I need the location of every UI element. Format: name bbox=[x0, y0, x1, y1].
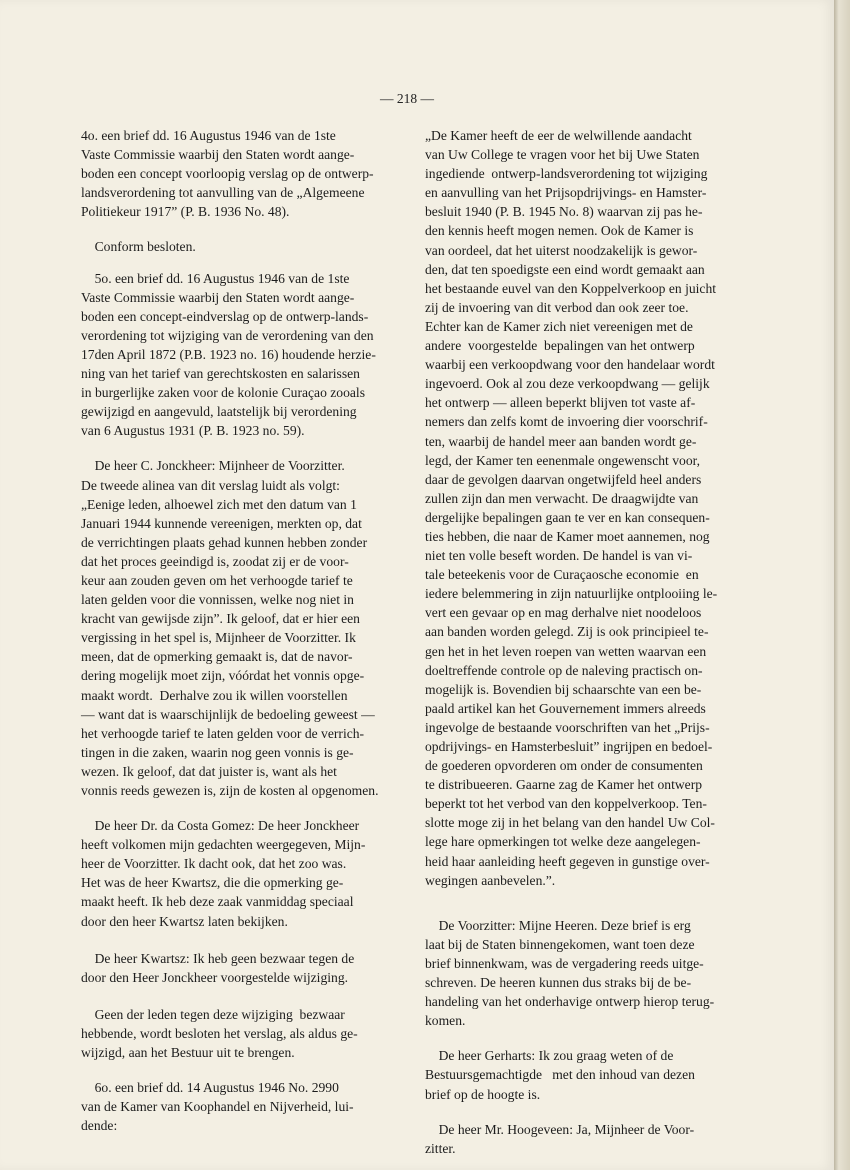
text-line: wezen. Ik geloof, dat dat juister is, want als het bbox=[81, 763, 337, 779]
text-line: ties hebben, die naar de Kamer moet aannemen, nog bbox=[425, 528, 710, 544]
text-line: brief op de hoogte is. bbox=[425, 1086, 541, 1102]
text-line: ten, waarbij de handel meer aan banden wordt ge- bbox=[425, 433, 697, 449]
text-line: dering mogelijk moet zijn, vóórdat het vonnis opge- bbox=[81, 668, 365, 684]
text-line: kracht van gewijsde zijn”. Ik geloof, dat er hier een bbox=[81, 611, 360, 627]
text-line: „Eenige leden, alhoewel zich met den datum van 1 bbox=[81, 496, 357, 512]
page-number: — 218 — bbox=[380, 91, 434, 106]
text-line: landsverordening tot aanvulling van de „Algemeene bbox=[81, 185, 365, 201]
text-line: brief binnenkwam, was de vergadering reeds uitge- bbox=[425, 955, 704, 971]
text-line: Echter kan de Kamer zich niet vereenigen met de bbox=[425, 318, 693, 334]
text-line: heid haar aanleiding heeft gegeven in gunstige over- bbox=[425, 853, 710, 869]
text-line: heeft volkomen mijn gedachten weergegeven, Mijn- bbox=[81, 837, 366, 853]
text-line: het verhoogde tarief te laten gelden voor de verrich- bbox=[81, 725, 365, 741]
text-line: door den Heer Jonckheer voorgestelde wijziging. bbox=[81, 969, 349, 985]
text-line: vergissing in het spel is, Mijnheer de Voorzitter. Ik bbox=[81, 630, 356, 646]
text-line: van Uw College te vragen voor het bij Uwe Staten bbox=[425, 147, 700, 163]
paragraph-gerharts bbox=[425, 1046, 782, 1103]
text-line: andere voorgestelde bepalingen van het ontwerp bbox=[425, 338, 695, 354]
text-line: laten gelden voor die vonnissen, welke nog niet in bbox=[81, 592, 354, 608]
text-line: vonnis reeds gewezen is, zijn de kosten al opgenomen. bbox=[81, 783, 379, 798]
paragraph-geender bbox=[81, 1005, 410, 1062]
text-line: Politiekeur 1917” (P. B. 1936 No. 48). bbox=[81, 204, 290, 220]
text-line: den, dat ten spoedigste een eind wordt gemaakt aan bbox=[425, 261, 705, 277]
text-line: zullen zijn dan men verwacht. De draagwijdte van bbox=[425, 490, 699, 506]
text-line: hebbende, wordt besloten het verslag, als aldus ge- bbox=[81, 1025, 358, 1041]
text-line: Geen der leden tegen deze wijziging bezwaar bbox=[81, 1006, 345, 1022]
text-line: niet ten volle beseft worden. De handel is van vi- bbox=[425, 548, 693, 564]
text-line: komen. bbox=[425, 1013, 466, 1029]
text-line: 4o. een brief dd. 16 Augustus 1946 van de 1ste bbox=[81, 128, 336, 143]
text-line: dat het proces geeindigd is, zoodat zij er de voor- bbox=[81, 553, 349, 569]
text-line: te distribueeren. Gaarne zag de Kamer het ontwerp bbox=[425, 777, 703, 793]
text-line: mogelijk is. Bovendien bij schaarschte van een be- bbox=[425, 681, 702, 697]
right-column bbox=[425, 126, 782, 1158]
text-line: keur aan zouden geven om het verhoogde tarief te bbox=[81, 572, 353, 588]
text-line: ning van het tarief van gerechtskosten en salarissen bbox=[81, 366, 360, 382]
text-line: handeling van het onderhavige ontwerp hierop terug- bbox=[425, 994, 715, 1010]
text-line: in burgerlijke zaken voor de kolonie Curaçao zooals bbox=[81, 385, 365, 401]
paragraph-p6 bbox=[81, 1078, 410, 1135]
text-line: besluit 1940 (P. B. 1945 No. 8) waarvan zij pas he- bbox=[425, 204, 703, 220]
text-line: Bestuursgemachtigde met den inhoud van dezen bbox=[425, 1067, 695, 1083]
paragraph-quote bbox=[425, 126, 782, 890]
text-line: en aanvulling van het Prijsopdrijvings- en Hamster- bbox=[425, 185, 707, 201]
text-line: dergelijke bepalingen gaan te ver en kan consequen- bbox=[425, 509, 710, 525]
text-line: opdrijvings- en Hamsterbesluit” ingrijpen en bedoel- bbox=[425, 739, 713, 754]
text-line: paald artikel kan het Gouvernement immers alreeds bbox=[425, 700, 706, 716]
text-line: 5o. een brief dd. 16 Augustus 1946 van de 1ste bbox=[81, 270, 350, 286]
text-line: De tweede alinea van dit verslag luidt als volgt: bbox=[81, 477, 340, 493]
text-line: wegingen aanbevelen.”. bbox=[425, 872, 556, 888]
text-line: Januari 1944 kunnende vereenigen, merkten op, dat bbox=[81, 515, 362, 531]
text-line: slotte moge zij in het belang van den handel Uw Col- bbox=[425, 815, 715, 831]
paragraph-p5 bbox=[81, 269, 410, 441]
text-line: het ontwerp — alleen beperkt blijven tot vaste af- bbox=[425, 395, 696, 411]
text-line: maakt wordt. Derhalve zou ik willen voorstellen bbox=[81, 687, 348, 703]
text-line: iedere belemmering in zijn natuurlijke ontplooiing le- bbox=[425, 586, 718, 602]
paragraph-jonckheer bbox=[81, 456, 410, 800]
text-line: van 6 Augustus 1931 (P. B. 1923 no. 59). bbox=[81, 423, 305, 439]
text-line: van oordeel, dat het uiterst noodzakelijk is gewor- bbox=[425, 242, 698, 258]
text-line: Vaste Commissie waarbij den Staten wordt aange- bbox=[81, 289, 355, 305]
text-line: dende: bbox=[81, 1118, 118, 1134]
text-line: waarbij een verkoopdwang voor den handelaar wordt bbox=[425, 357, 715, 373]
text-line: doeltreffende controle op de naleving practisch on- bbox=[425, 662, 703, 678]
text-line: vert een gevaar op en mag derhalve niet noodeloos bbox=[425, 605, 702, 621]
text-line: den kennis heeft mogen nemen. Ook de Kamer is bbox=[425, 223, 694, 239]
text-line: Vaste Commissie waarbij den Staten wordt aange- bbox=[81, 147, 355, 163]
text-line: beperkt tot het verbod van den koppelverkoop. Ten- bbox=[425, 796, 707, 812]
text-line: — want dat is waarschijnlijk de bedoeling geweest — bbox=[81, 706, 375, 722]
left-column bbox=[81, 126, 410, 1135]
text-line: heer de Voorzitter. Ik dacht ook, dat het zoo was. bbox=[81, 856, 347, 872]
paragraph-voorzitter bbox=[425, 916, 782, 1031]
text-line: de goederen opvorderen om onder de consumenten bbox=[425, 758, 703, 774]
text-line: De Voorzitter: Mijne Heeren. Deze brief is erg bbox=[425, 917, 691, 933]
text-line: daar de gevolgen daarvan ongetwijfeld heel anders bbox=[425, 471, 702, 487]
text-line: Het was de heer Kwartsz, die die opmerking ge- bbox=[81, 875, 344, 891]
paragraph-kwartsz bbox=[81, 949, 410, 987]
text-line: „De Kamer heeft de eer de welwillende aandacht bbox=[425, 128, 692, 143]
text-line: maakt heeft. Ik heb deze zaak vanmiddag speciaal bbox=[81, 894, 354, 910]
text-line: tale beteekenis voor de Curaçaosche economie en bbox=[425, 567, 699, 583]
page-edge bbox=[834, 0, 850, 1170]
text-line: schreven. De heeren kunnen dus straks bij de be- bbox=[425, 975, 692, 991]
text-line: ingevolge de bestaande voorschriften van het „Prijs- bbox=[425, 719, 710, 735]
text-line: wijzigd, aan het Bestuur uit te brengen. bbox=[81, 1045, 295, 1061]
text-line: ingediende ontwerp-landsverordening tot wijziging bbox=[425, 166, 708, 182]
text-line: lege hare opmerkingen tot welke deze aangelegen- bbox=[425, 834, 701, 850]
text-line: aan banden worden gelegd. Zij is ook principieel te- bbox=[425, 624, 709, 640]
text-line: Conform besloten. bbox=[81, 239, 196, 255]
text-line: boden een concept voorloopig verslag op de ontwerp- bbox=[81, 166, 374, 182]
text-line: de verrichtingen plaats gehad kunnen hebben zonder bbox=[81, 534, 368, 550]
text-line: De heer Kwartsz: Ik heb geen bezwaar tegen de bbox=[81, 950, 355, 966]
text-line: laat bij de Staten binnengekomen, want toen deze bbox=[425, 936, 695, 952]
text-line: De heer Mr. Hoogeveen: Ja, Mijnheer de Voor- bbox=[425, 1121, 695, 1137]
text-line: zitter. bbox=[425, 1140, 456, 1156]
text-line: nemers dan zelfs komt de invoering dier voorschrif- bbox=[425, 414, 708, 430]
text-line: 6o. een brief dd. 14 Augustus 1946 No. 2990 bbox=[81, 1080, 339, 1096]
text-line: meen, dat de opmerking gemaakt is, dat de navor- bbox=[81, 649, 353, 665]
text-line: 17den April 1872 (P.B. 1923 no. 16) houdende herzie- bbox=[81, 346, 376, 362]
text-line: het bestaande euvel van den Koppelverkoop en juicht bbox=[425, 280, 717, 296]
text-line: zij de invoering van dit verbod dan ook zeer toe. bbox=[425, 299, 689, 315]
text-line: De heer Gerharts: Ik zou graag weten of de bbox=[425, 1048, 674, 1064]
paragraph-conform bbox=[81, 237, 410, 256]
paragraph-hoogeveen bbox=[425, 1120, 782, 1158]
paragraph-dacosta bbox=[81, 816, 410, 931]
text-line: legd, der Kamer ten eenenmale ongewenscht voor, bbox=[425, 452, 700, 468]
text-line: van de Kamer van Koophandel en Nijverheid, lui- bbox=[81, 1099, 354, 1115]
paragraph-p4 bbox=[81, 126, 410, 221]
text-line: boden een concept-eindverslag op de ontwerp-lands- bbox=[81, 308, 369, 324]
text-line: door den heer Kwartsz laten bekijken. bbox=[81, 913, 288, 929]
text-line: gen het in het leven roepen van wetten waarvan een bbox=[425, 643, 707, 659]
text-line: verordening tot wijziging van de verordening van den bbox=[81, 327, 374, 343]
text-line: gewijzigd en aangevuld, laatstelijk bij verordening bbox=[81, 404, 357, 420]
text-line: tingen in die zaken, waarin nog geen vonnis is ge- bbox=[81, 744, 354, 760]
text-line: ingevoerd. Ook al zou deze verkoopdwang — gelijk bbox=[425, 376, 710, 392]
text-line: De heer C. Jonckheer: Mijnheer de Voorzitter. bbox=[81, 458, 345, 474]
text-line: De heer Dr. da Costa Gomez: De heer Jonckheer bbox=[81, 818, 360, 834]
